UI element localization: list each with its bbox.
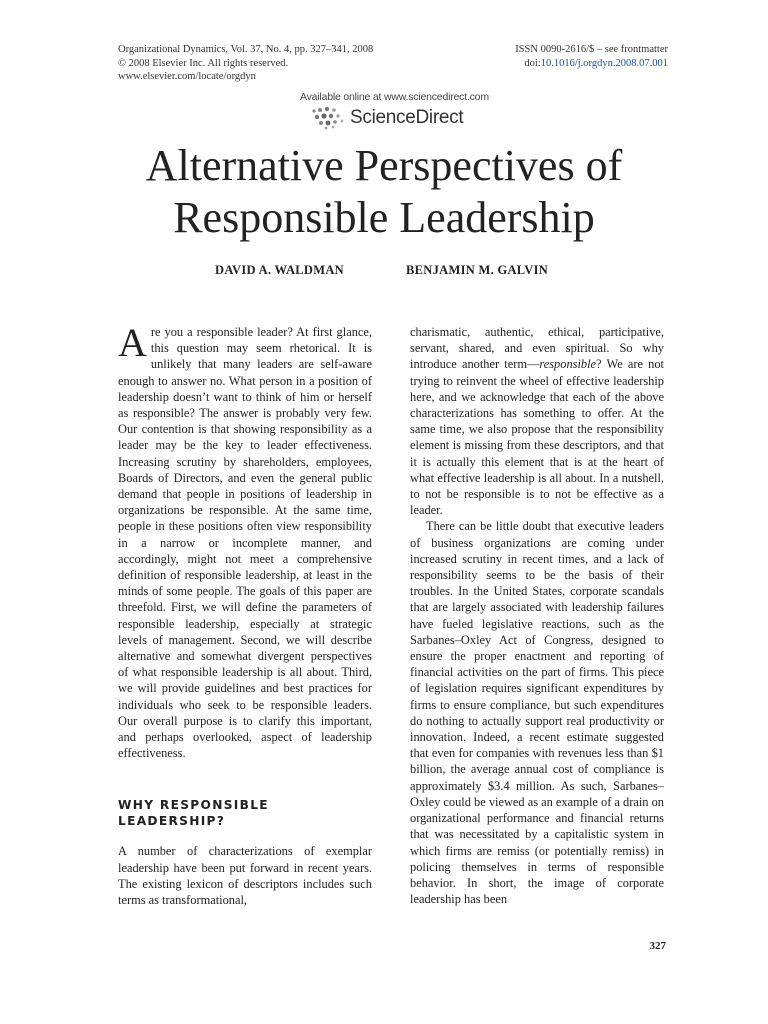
page-number: 327 <box>649 940 666 952</box>
right-column <box>410 324 664 907</box>
body-paragraph: A number of characterizations of exemplar leadership have been put forward in recent years. The existing lexicon of descriptors includes such terms as transformational, <box>118 844 372 908</box>
issn-doi-block <box>515 43 668 70</box>
body-paragraph: charismatic, authentic, ethical, participative, servant, shared, and even spiritual. So why introduce another term—responsible? We are not trying to reinvent the wheel of effective leadership here, and we acknowledge that each of the above characterizations has something to offer. At the same time, we also propose that the responsibility element is missing from these descriptors, and that it is actually this element that is at the heart of what effective leadership is all about. In a nutshell, to not be responsible is to not be effective as a leader. <box>410 325 664 518</box>
emphasis-term: responsible <box>539 357 597 372</box>
intro-paragraph <box>118 320 372 761</box>
sciencedirect-dots-icon <box>310 106 348 130</box>
journal-url[interactable]: www.elsevier.com/locate/orgdyn <box>118 71 256 82</box>
intro-text: re you a responsible leader? At first glance, this question may seem rhetorical. It is unlikely that many leaders are self-aware enough to answer no. What person in a position of leadership doesn’t want to think of him or herself as responsible? The answer is probably very few. Our contention is that showing responsibility as a leader may be the key to leader effectiveness. Increasing scrutiny by shareholders, employees, Boards of Directors, and even the general public demand that people in positions of leadership in organizations be responsible. At the same time, people in these positions often view responsibility in a narrow or incomplete manner, and accordingly, might not meet a comprehensive definition of responsible leadership, at least in the minds of some people. The goals of this paper are threefold. First, we will define the parameters of responsible leadership, especially at strategic levels of management. Second, we will describe alternative and somewhat divergent perspectives of what responsible leadership is all about. Third, we will provide guidelines and best practices for individuals who seek to be responsible leaders. Our overall purpose is to clarify this important, and perhaps overlooked, aspect of leadership effectiveness. <box>118 325 372 761</box>
sciencedirect-wordmark: ScienceDirect <box>350 107 464 128</box>
title-line-2: Responsible Leadership <box>173 193 595 242</box>
section-heading: WHY RESPONSIBLE LEADERSHIP? <box>118 798 269 829</box>
journal-line: Organizational Dynamics, Vol. 37, No. 4, pp. 327–341, 2008 <box>118 44 374 55</box>
issn-line: ISSN 0090-2616/$ – see frontmatter <box>515 44 668 55</box>
doi-link[interactable]: 10.1016/j.orgdyn.2008.07.001 <box>540 57 668 69</box>
title-line-1: Alternative Perspectives of <box>145 141 623 190</box>
copyright-line: © 2008 Elsevier Inc. All rights reserved. <box>118 57 289 69</box>
drop-cap: A <box>118 320 147 365</box>
doi-prefix: doi: <box>524 57 541 69</box>
author-name: DAVID A. WALDMAN <box>215 263 345 277</box>
available-online-text: Available online at www.sciencedirect.com <box>300 91 489 103</box>
body-paragraph: There can be little doubt that executive leaders of business organizations are coming under increased scrutiny in recent times, and a lack of responsibility seems to be the basis of their troubles. In the United States, corporate scandals that are largely associated with leadership failures have fueled legislative reactions, such as the Sarbanes–Oxley Act of Congress, designed to ensure the proper enactment and reporting of financial activities on the part of firms. This piece of legislation requires significant expenditures by firms to ensure compliance, but such expenditures do nothing to actually support real productivity or innovation. Indeed, a recent estimate suggested that even for companies with revenues less than $1 billion, the average annual cost of compliance is approximately $3.4 million. As such, Sarbanes–Oxley could be viewed as an example of a drain on organizational performance and financial returns that was necessitated by a capitalistic system in which firms are remiss (or potentially remiss) in policing themselves in terms of responsible behavior. In short, the image of corporate leadership has been <box>410 519 664 907</box>
sciencedirect-logo <box>310 106 463 130</box>
left-column <box>118 320 372 908</box>
article-title <box>0 140 768 244</box>
journal-citation <box>118 43 373 84</box>
doi-line <box>515 57 668 71</box>
author-name: BENJAMIN M. GALVIN <box>406 263 549 277</box>
sciencedirect-banner <box>300 91 489 128</box>
